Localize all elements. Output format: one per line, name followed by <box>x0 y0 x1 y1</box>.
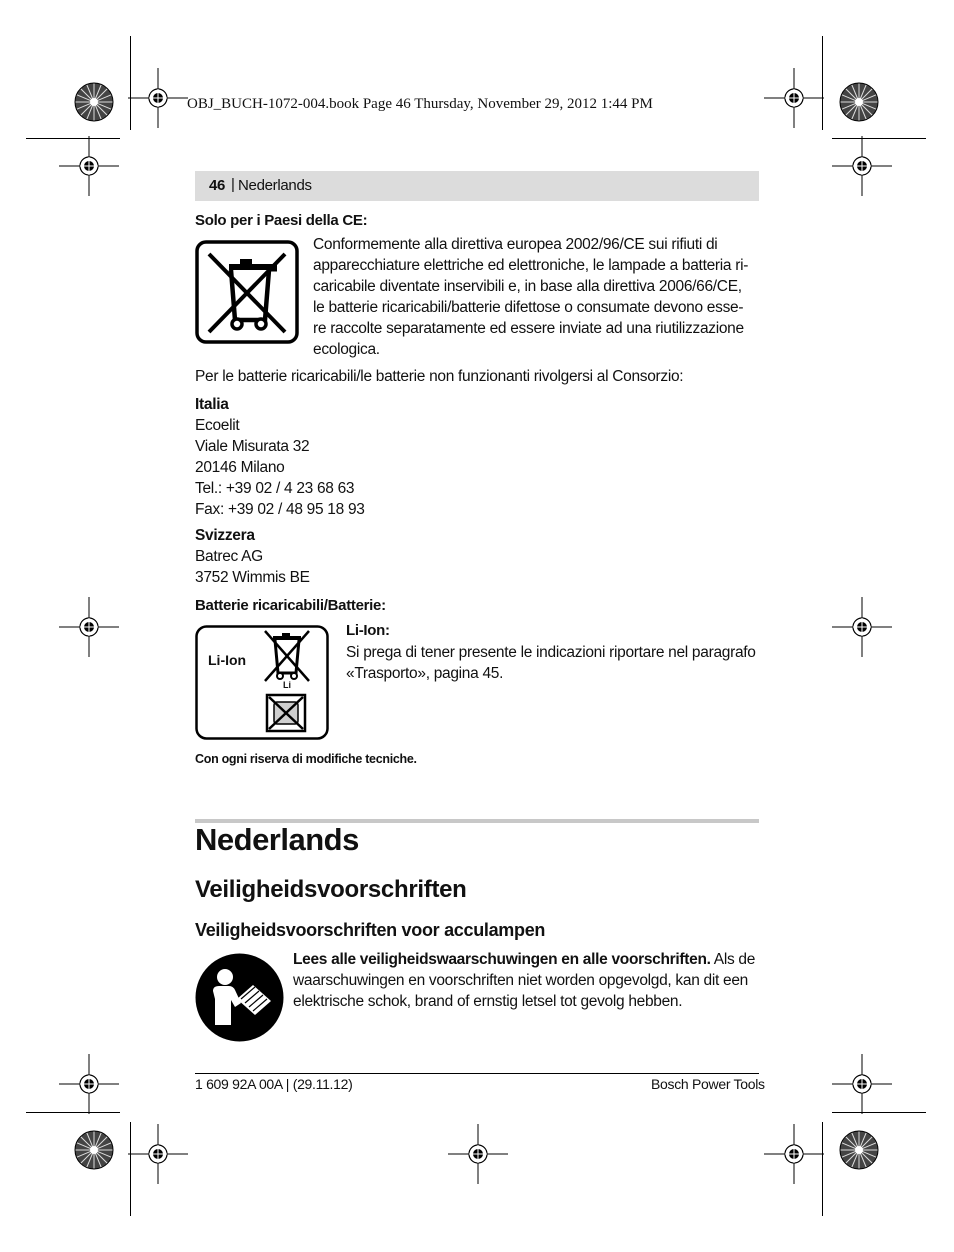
footer-divider <box>195 1073 759 1074</box>
registration-mark-icon <box>128 68 188 128</box>
warning-line: waarschuwingen en voorschriften niet worden opgevolgd, kan dit een <box>293 972 748 989</box>
registration-mark-icon <box>59 597 119 657</box>
address-italia <box>195 394 365 520</box>
header-language: Nederlands <box>238 177 312 194</box>
color-wheel-icon <box>75 1131 113 1169</box>
crossed-bin-li-icon <box>265 631 309 681</box>
registration-mark-icon <box>764 68 824 128</box>
registration-mark-icon <box>832 1054 892 1114</box>
liion-line: «Trasporto», pagina 45. <box>346 665 504 682</box>
address-line: Batrec AG <box>195 548 263 565</box>
address-svizzera <box>195 525 310 588</box>
warning-paragraph <box>293 949 763 1012</box>
footer-doc-number: 1 609 92A 00A | (29.11.12) <box>195 1076 353 1092</box>
page-header <box>195 171 759 201</box>
warning-bold: Lees alle veiligheidswaarschuwingen en alle voorschriften. <box>293 951 711 968</box>
eu-title: Solo per i Paesi della CE: <box>195 212 368 229</box>
liion-small-label: Li <box>283 680 291 690</box>
page-number: 46 <box>209 177 226 194</box>
eu-line: ecologica. <box>313 341 380 358</box>
warning-rest: Als de <box>710 951 756 968</box>
section-title: Veiligheidsvoorschriften <box>195 876 467 903</box>
color-wheel-icon <box>75 83 113 121</box>
eu-line: le batterie ricaricabili/batterie difettose o consumate devono esse- <box>313 299 744 316</box>
crossed-bin-icon <box>195 240 299 344</box>
eu-line: caricabile diventate inservibili e, in base alla direttiva 2006/66/CE, <box>313 278 742 295</box>
registration-mark-icon <box>128 1124 188 1184</box>
consorzio-text: Per le batterie ricaricabili/le batterie non funzionanti rivolgersi al Consorzio: <box>195 368 684 385</box>
liion-symbols <box>195 625 329 740</box>
registration-mark-icon <box>448 1124 508 1184</box>
liion-line: Si prega di tener presente le indicazioni riportare nel paragrafo <box>346 644 756 661</box>
footer-brand: Bosch Power Tools <box>651 1076 765 1092</box>
address-line: Ecoelit <box>195 417 240 434</box>
liion-symbol-box <box>195 625 329 740</box>
liion-paragraph <box>346 642 766 684</box>
registration-mark-icon <box>832 597 892 657</box>
color-wheel-icon <box>840 1131 878 1169</box>
registration-mark-icon <box>832 136 892 196</box>
language-title: Nederlands <box>195 822 359 857</box>
address-line: 3752 Wimmis BE <box>195 569 310 586</box>
liion-badge: Li-Ion <box>208 652 247 668</box>
read-manual-icon <box>195 953 284 1042</box>
address-line: Tel.: +39 02 / 4 23 68 63 <box>195 480 355 497</box>
warning-line: elektrische schok, brand of ernstig letsel tot gevolg hebben. <box>293 993 683 1010</box>
eu-line: re raccolte separatamente ed essere inviate ad una riutilizzazione <box>313 320 744 337</box>
riserva-note: Con ogni riserva di modifiche tecniche. <box>195 752 417 766</box>
registration-mark-icon <box>764 1124 824 1184</box>
registration-mark-icon <box>59 1054 119 1114</box>
address-line: 20146 Milano <box>195 459 285 476</box>
subsection-title: Veiligheidsvoorschriften voor acculampen <box>195 920 546 940</box>
address-line: Fax: +39 02 / 48 95 18 93 <box>195 501 365 518</box>
color-wheel-icon <box>840 83 878 121</box>
eu-paragraph <box>313 234 761 360</box>
eu-line: apparecchiature elettriche ed elettroniche, le lampade a batteria ri- <box>313 257 749 274</box>
country-heading: Svizzera <box>195 527 255 544</box>
crossed-battery-icon <box>267 695 305 731</box>
eu-line: Conformemente alla direttiva europea 2002/96/CE sui rifiuti di <box>313 236 718 253</box>
warning-line <box>293 949 763 970</box>
liion-title: Li-Ion: <box>346 622 390 639</box>
header-separator: | <box>231 176 235 193</box>
address-line: Viale Misurata 32 <box>195 438 310 455</box>
batteries-title: Batterie ricaricabili/Batterie: <box>195 597 386 614</box>
registration-mark-icon <box>59 136 119 196</box>
country-heading: Italia <box>195 396 229 413</box>
print-slug: OBJ_BUCH-1072-004.book Page 46 Thursday, November 29, 2012 1:44 PM <box>187 96 653 112</box>
